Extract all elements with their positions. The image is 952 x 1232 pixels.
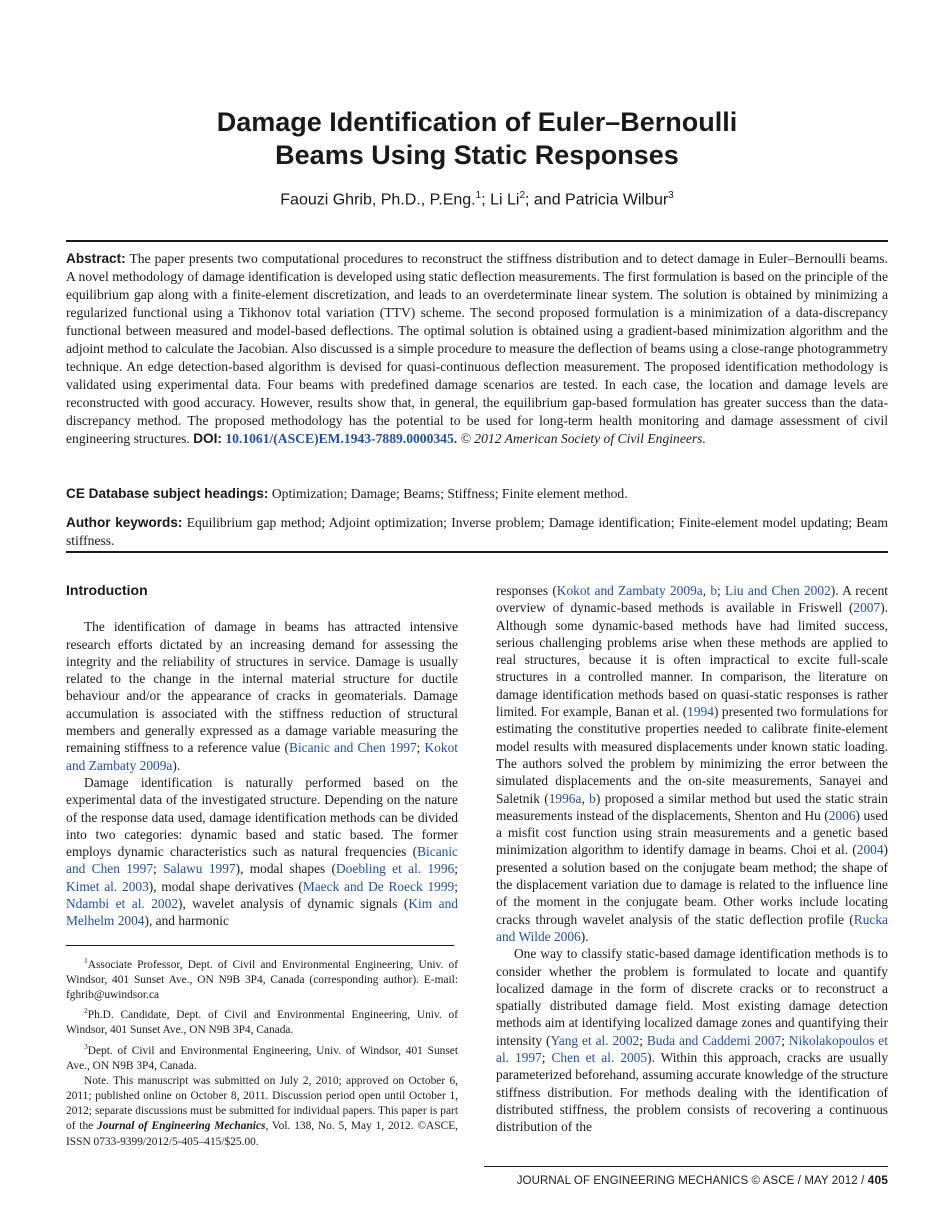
right-p1-text: ). xyxy=(580,928,589,944)
right-p1-text: ). A recent overview of dynamic-based methods is available in Friswell ( xyxy=(496,583,889,616)
abstract xyxy=(66,250,888,448)
right-p1-text: ). Although some dynamic-based methods have had limited success, serious challenging problems arise when these methods are applied to real structures, because it is often impractical to excite full-scale structures in a controlled manner. In comparison, the literature on damage identification methods based on quasi-static responses is rather limited. For example, Banan et al. ( xyxy=(496,600,888,720)
right-p1-text: ) proposed a similar method but used the static strain measurements instead of the displacements, Shenton and Hu ( xyxy=(496,790,888,823)
abstract-top-rule xyxy=(66,240,888,242)
footnote-1 xyxy=(66,953,458,1003)
ce-headings-text: Optimization; Damage; Beams; Stiffness; Finite element method. xyxy=(268,486,628,501)
page-footer xyxy=(517,1173,888,1187)
author-2: ; Li Li xyxy=(481,191,520,209)
doi-label: DOI: xyxy=(193,431,222,446)
right-column xyxy=(496,582,888,1136)
abstract-label: Abstract: xyxy=(66,251,126,266)
citation-link[interactable]: Doebling et al. 1996 xyxy=(336,861,455,877)
footnote-2-marker: 2 xyxy=(84,1006,88,1016)
intro-p2-text: ), modal shapes ( xyxy=(235,861,337,877)
author-keywords xyxy=(66,514,888,550)
citation-link[interactable]: 2006 xyxy=(828,807,856,823)
footer-journal: JOURNAL OF ENGINEERING MECHANICS © ASCE / MAY 2012 / xyxy=(516,1175,868,1187)
intro-p2-text: Damage identification is naturally performed based on the experimental data of the investigated structure. Depending on the nature of the response data used, damage identification methods can be divided into two categories: dynamic based and static based. The former employs dynamic characteristics such as natural frequencies ( xyxy=(66,774,458,860)
ce-subject-headings xyxy=(66,485,888,503)
right-p2-text: ). Within this approach, cracks are usually parameterized beforehand, assuming accurate knowledge of the structure stiffness distribution. For methods dealing with the identification of distributed stiffness, the problem consists of recovering a continuous distribution of the xyxy=(496,1050,889,1135)
footnote-2-text: Ph.D. Candidate, Dept. of Civil and Environmental Engineering, Univ. of Windsor, 401 Sunset Ave., ON N9B 3P4, Canada. xyxy=(66,1009,458,1037)
citation-link[interactable]: 2004 xyxy=(856,842,884,858)
footnote-rule xyxy=(66,945,454,946)
copyright-notice: © 2012 American Society of Civil Engineers. xyxy=(457,431,706,446)
citation-link[interactable]: Bicanic and Chen 1997 xyxy=(66,844,458,877)
page-number: 405 xyxy=(867,1173,888,1187)
citation-link[interactable]: Ndambi et al. 2002 xyxy=(66,896,179,912)
author-3: ; and Patricia Wilbur xyxy=(525,191,669,209)
citation-link[interactable]: b xyxy=(589,790,596,806)
author-2-sup: 2 xyxy=(519,190,525,201)
keywords-label: Author keywords: xyxy=(66,515,183,530)
left-column xyxy=(66,582,458,930)
footnote-3-marker: 3 xyxy=(84,1041,88,1051)
footnote-1-marker: 1 xyxy=(84,956,88,965)
intro-paragraph-2: Damage identification is naturally performed based on the experimental data of the investigated structure. Depending on the nature of the response data used, damage identification methods can be divided into two categories: dynamic based and static based. The former employs dynamic characteristics such as natural frequencies (Bicanic and Chen 1997; Salawu 1997), modal shapes (Doebling et al. 1996; Kimet al. 2003), modal shape derivatives (Maeck and De Roeck 1999; Ndambi et al. 2002), wavelet analysis of dynamic signals (Kim and Melhelm 2004), and harmonic xyxy=(66,774,459,929)
citation-link[interactable]: Rucka and Wilde 2006 xyxy=(496,911,888,944)
citation-link[interactable]: 1994 xyxy=(687,704,714,720)
right-p1-text: ) presented a solution based on the conjugate beam method; the shape of the displacement variation due to damage is related to the influence line of the moment in the conjugate beam. Other works include locating cracks through wavelet analysis of the static deflection profile ( xyxy=(496,842,888,927)
abstract-text: The paper presents two computational procedures to reconstruct the stiffness distribution and to detect damage in Euler–Bernoulli beams. A novel methodology of damage identification is developed using static deflection measurements. The first formulation is based on the principle of the equilibrium gap along with a finite-element discretization, and leads to an overdeterminate linear system. The solution is obtained by minimizing a regularized functional using a Tikhonov total variation (TTV) scheme. The second proposed formulation is a minimization of a data-discrepancy functional between measured and model-based deflections. The optimal solution is obtained using a gradient-based minimization algorithm and the adjoint method to calculate the Jacobian. Also discussed is a simple procedure to measure the deflection of beams using a close-range photogrammetry technique. An edge detection-based algorithm is devised for quasi-continuous deflection measurement. The proposed identification methodology is validated using experimental data. Four beams with predefined damage scenarios are tested. In each case, the location and damage levels are reconstructed with good accuracy. However, results show that, in general, the equilibrium gap-based formulation has greater success than the data-discrepancy method. The proposed methodology has the potential to be used for long-term health monitoring and damage assessment of civil engineering structures. xyxy=(66,251,888,446)
footnote-3-text: Dept. of Civil and Environmental Engineering, Univ. of Windsor, 401 Sunset Ave., ON N9B 3P4, Canada. xyxy=(66,1044,458,1072)
citation-link[interactable]: Kokot and Zambaty 2009a xyxy=(556,583,703,598)
citation-link[interactable]: 2007 xyxy=(853,600,881,616)
right-paragraph-2: One way to classify static-based damage identification methods is to consider whether the problem is formulated to locate and quantify localized damage in the form of discrete cracks or to reconstruct a spatially distributed damage field. Most existing damage detection methods aim at identifying localized damage zones and quantifying their intensity (Yang et al. 2002; Buda and Caddemi 2007; Nikolakopoulos et al. 1997; Chen et al. 2005). Within this approach, cracks are usually parameterized beforehand, assuming accurate knowledge of the structure stiffness distribution. For methods dealing with the identification of distributed stiffness, the problem consists of recovering a continuous distribution of the xyxy=(496,946,889,1135)
citation-link[interactable]: Kim and Melhelm 2004 xyxy=(66,896,459,929)
footer-rule xyxy=(484,1166,888,1167)
paper-title xyxy=(66,106,888,172)
author-line xyxy=(66,190,888,209)
citation-link[interactable]: Kimet al. 2003 xyxy=(66,878,149,894)
footnote-2 xyxy=(66,1003,458,1038)
right-p2-text: One way to classify static-based damage identification methods is to consider whether the problem is formulated to locate and quantify localized damage in the form of discrete cracks or to reconstruct a spatially distributed damage field. Most existing damage detection methods aim at identifying localized damage zones and quantifying their intensity ( xyxy=(496,946,888,1048)
footnote-note xyxy=(66,1074,458,1150)
ce-headings-label: CE Database subject headings: xyxy=(66,486,269,501)
keywords-text: Equilibrium gap method; Adjoint optimization; Inverse problem; Damage identification; Finite-element model updating; Beam stiffness. xyxy=(66,515,889,548)
doi-link[interactable]: 10.1061/(ASCE)EM.1943-7889.0000345. xyxy=(225,431,458,446)
citation-link[interactable]: Salawu 1997 xyxy=(163,861,236,877)
right-paragraph-1: responses (Kokot and Zambaty 2009a, b; Liu and Chen 2002). A recent overview of dynamic-based methods is available in Friswell (2007). Although some dynamic-based methods have had limited success, serious challenging problems arise when these methods are applied to real structures, because it is often impractical to excite full-scale structures in a controlled manner. In comparison, the literature on damage identification methods based on quasi-static responses is rather limited. For example, Banan et al. (1994) presented two formulations for estimating the constitutive properties needed to calibrate finite-element model results with measured displacements under known static loading. The authors solved the problem by minimizing the error between the simulated displacements and the on-site measurements, Sanayei and Saletnik (1996a, b) proposed a similar method but used the static strain measurements instead of the displacements, Shenton and Hu (2006) used a misfit cost function using strain measurements and a genetic based minimization algorithm to identify damage in beams. Choi et al. (2004) presented a solution based on the conjugate beam method; the shape of the displacement variation due to damage is related to the influence line of the moment in the conjugate beam. Other works include locating cracks through wavelet analysis of the static deflection profile (Rucka and Wilde 2006). xyxy=(496,583,889,944)
title-line-1: Damage Identification of Euler–Bernoulli xyxy=(216,107,738,137)
author-3-sup: 3 xyxy=(668,190,674,201)
right-p1-text: responses ( xyxy=(496,583,557,598)
citation-link[interactable]: Bicanic and Chen 1997 xyxy=(289,740,417,756)
note-text: Note. This manuscript was submitted on July 2, 2010; approved on October 6, 2011; published online on October 8, 2011. Discussion period open until October 1, 2012; separate discussions must be submitted for individual papers. This paper is part of the xyxy=(66,1074,458,1133)
right-p1-text: ) presented two formulations for estimating the constitutive properties needed to calibrate finite-element model results with measured displacements under known static loading. The authors solved the problem by minimizing the error between the simulated displacements and the on-site measurements, Sanayei and Saletnik ( xyxy=(496,704,888,806)
citation-link[interactable]: Buda and Caddemi 2007 xyxy=(646,1032,782,1048)
footnote-3 xyxy=(66,1039,458,1074)
citation-link[interactable]: Yang et al. 2002 xyxy=(550,1032,640,1048)
abstract-bottom-rule xyxy=(66,551,888,553)
intro-p1-text: The identification of damage in beams has attracted intensive research efforts dictated by an increasing demand for assessing the integrity and the reliability of structures in service. Damage is usually related to the change in the internal material structure for ductile behaviour and/or the appearance of cracks in geomaterials. Damage accumulation is associated with the stiffness reduction of structural members and generally expressed as a damage variable measuring the remaining stiffness to a reference value ( xyxy=(66,619,458,756)
intro-p2-text: ), and harmonic xyxy=(144,913,229,929)
citation-link[interactable]: b xyxy=(710,583,718,598)
intro-p2-text: ), wavelet analysis of dynamic signals ( xyxy=(178,896,409,912)
section-heading-introduction: Introduction xyxy=(66,582,148,598)
intro-paragraph-1: The identification of damage in beams has attracted intensive research efforts dictated by an increasing demand for assessing the integrity and the reliability of structures in service. Damage is usually related to the change in the internal material structure for ductile behaviour and/or the appearance of cracks in geomaterials. Damage accumulation is associated with the stiffness reduction of structural members and generally expressed as a damage variable measuring the remaining stiffness to a reference value (Bicanic and Chen 1997; Kokot and Zambaty 2009a). xyxy=(66,619,458,773)
citation-link[interactable]: Chen et al. 2005 xyxy=(551,1050,648,1066)
note-text-end: , Vol. 138, No. 5, May 1, 2012. ©ASCE, ISSN 0733-9399/2012/5-405–415/$25.00. xyxy=(66,1120,459,1148)
citation-link[interactable]: Liu and Chen 2002 xyxy=(725,583,831,598)
footnote-1-text: Associate Professor, Dept. of Civil and Environmental Engineering, Univ. of Windsor, 401 Sunset Ave., ON N9B 3P4, Canada (corresponding author). E-mail: fghrib@uwindsor.ca xyxy=(66,958,458,1002)
author-1-sup: 1 xyxy=(475,190,482,201)
citation-link[interactable]: Maeck and De Roeck 1999 xyxy=(302,878,455,894)
intro-p2-text: ), modal shape derivatives ( xyxy=(148,878,303,894)
citation-link[interactable]: Kokot and Zambaty 2009a xyxy=(66,740,458,773)
right-p1-text: ) used a misfit cost function using strain measurements and a genetic based minimization algorithm to identify damage in beams. Choi et al. ( xyxy=(496,807,888,858)
citation-link[interactable]: Nikolakopoulos et al. 1997 xyxy=(496,1032,888,1066)
author-1: Faouzi Ghrib, Ph.D., P.Eng. xyxy=(280,191,476,209)
footnotes xyxy=(66,953,458,1150)
citation-link[interactable]: 1996a xyxy=(548,790,582,806)
journal-name: Journal of Engineering Mechanics xyxy=(97,1120,266,1133)
title-line-2: Beams Using Static Responses xyxy=(275,140,679,170)
